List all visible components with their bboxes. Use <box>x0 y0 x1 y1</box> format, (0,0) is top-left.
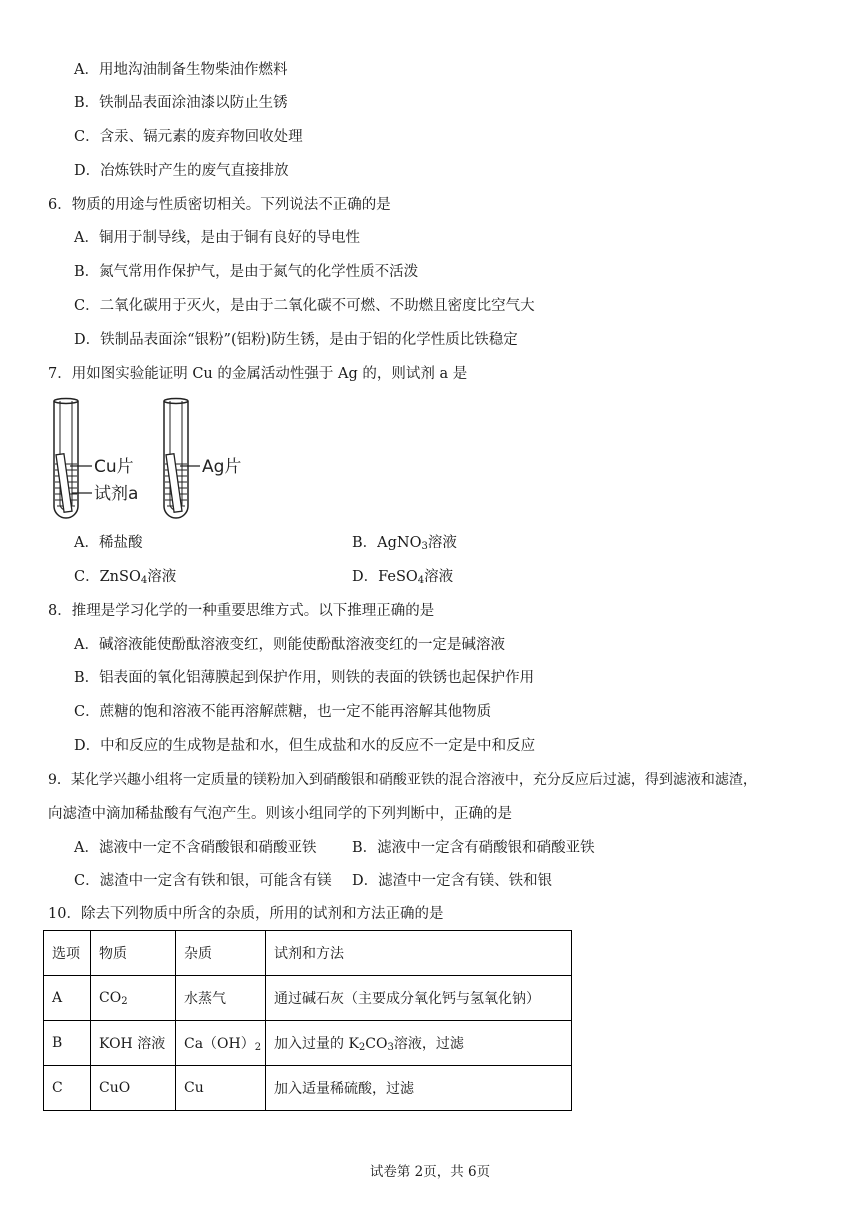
q7-option-d-prefix: D．FeSO <box>352 569 418 585</box>
q9-option-d: D．滤渣中一定含有镁、铁和银 <box>352 873 553 889</box>
q5-option-a: A．用地沟油制备生物柴油作燃料 <box>74 62 288 78</box>
header-impurity: 杂质 <box>176 931 266 976</box>
q7-option-d-sub: 4 <box>417 575 425 586</box>
row-a-impurity: 水蒸气 <box>176 976 266 1021</box>
row-a-substance-sub: 2 <box>121 996 128 1007</box>
q8-option-c: C．蔗糖的饱和溶液不能再溶解蔗糖，也一定不能再溶解其他物质 <box>74 704 492 720</box>
q7-option-b <box>352 533 457 553</box>
table-header-row <box>44 931 572 976</box>
q6-option-c: C．二氧化碳用于灭火，是由于二氧化碳不可燃、不助燃且密度比空气大 <box>74 298 535 314</box>
row-a-option: A <box>44 976 91 1021</box>
test-tube-figure <box>44 396 264 526</box>
q8-stem: 8．推理是学习化学的一种重要思维方式。以下推理正确的是 <box>48 603 435 619</box>
ag-strip <box>166 454 182 513</box>
table-row <box>44 1066 572 1111</box>
q7-option-b-sub: 3 <box>421 541 428 552</box>
row-a-method: 通过碱石灰（主要成分氧化钙与氢氧化钠） <box>266 976 572 1021</box>
row-b-impurity <box>176 1021 266 1066</box>
q6-option-d: D．铁制品表面涂“银粉”(铝粉)防生锈，是由于铝的化学性质比铁稳定 <box>74 332 518 348</box>
q7-option-c <box>74 567 176 587</box>
q6-stem: 6．物质的用途与性质密切相关。下列说法不正确的是 <box>48 197 391 213</box>
q8-option-a: A．碱溶液能使酚酞溶液变红，则能使酚酞溶液变红的一定是碱溶液 <box>74 637 505 653</box>
q5-option-b: B．铁制品表面涂油漆以防止生锈 <box>74 95 288 111</box>
q6-option-b: B．氮气常用作保护气，是由于氮气的化学性质不活泼 <box>74 264 419 280</box>
q9-option-c: C．滤渣中一定含有铁和银，可能含有镁 <box>74 873 332 889</box>
row-b-method-sub1: 2 <box>358 1042 366 1053</box>
q9-stem-line2: 向滤渣中滴加稀盐酸有气泡产生。则该小组同学的下列判断中，正确的是 <box>48 806 512 822</box>
q5-option-c: C．含汞、镉元素的废弃物回收处理 <box>74 129 303 145</box>
row-b-method-sub2: 3 <box>387 1042 394 1053</box>
q10-table <box>43 930 572 1111</box>
row-b-method-suffix: 溶液，过滤 <box>393 1036 464 1052</box>
q5-option-d: D．冶炼铁时产生的废气直接排放 <box>74 163 289 179</box>
cu-label: Cu片 <box>94 457 134 477</box>
row-b-substance: KOH 溶液 <box>91 1021 176 1066</box>
header-option: 选项 <box>44 931 91 976</box>
row-a-substance-prefix: CO <box>99 990 122 1006</box>
row-b-method-prefix: 加入过量的 K <box>274 1036 359 1052</box>
q6-option-a: A．铜用于制导线，是由于铜有良好的导电性 <box>74 230 360 246</box>
row-b-impurity-prefix: Ca（OH） <box>184 1036 255 1052</box>
q7-option-d-suffix: 溶液 <box>424 569 454 585</box>
ag-label: Ag片 <box>202 457 242 477</box>
row-c-option: C <box>44 1066 91 1111</box>
table-row <box>44 976 572 1021</box>
q9-option-b: B．滤液中一定含有硝酸银和硝酸亚铁 <box>352 840 595 856</box>
q7-option-a: A．稀盐酸 <box>74 535 143 551</box>
q7-option-c-prefix: C．ZnSO <box>74 569 141 585</box>
row-c-impurity: Cu <box>176 1066 266 1111</box>
q7-option-b-prefix: B．AgNO <box>352 535 422 551</box>
row-c-substance: CuO <box>91 1066 176 1111</box>
q7-option-b-suffix: 溶液 <box>427 535 457 551</box>
header-method: 试剂和方法 <box>266 931 572 976</box>
row-c-method: 加入适量稀硫酸，过滤 <box>266 1066 572 1111</box>
q7-option-c-suffix: 溶液 <box>147 569 177 585</box>
page-footer: 试卷第 2页，共 6页 <box>369 1164 491 1180</box>
row-b-method-mid: CO <box>365 1036 388 1052</box>
row-a-substance <box>91 976 176 1021</box>
header-substance: 物质 <box>91 931 176 976</box>
row-b-method <box>266 1021 572 1066</box>
q9-option-a: A．滤液中一定不含硝酸银和硝酸亚铁 <box>74 840 317 856</box>
q8-option-d: D．中和反应的生成物是盐和水，但生成盐和水的反应不一定是中和反应 <box>74 738 536 754</box>
cu-strip <box>56 454 72 513</box>
row-b-option: B <box>44 1021 91 1066</box>
table-row <box>44 1021 572 1066</box>
q7-stem: 7．用如图实验能证明 Cu 的金属活动性强于 Ag 的，则试剂 a 是 <box>48 366 468 382</box>
q8-option-b: B．铝表面的氧化铝薄膜起到保护作用，则铁的表面的铁锈也起保护作用 <box>74 670 535 686</box>
row-b-impurity-sub: 2 <box>254 1042 262 1053</box>
q10-stem: 10．除去下列物质中所含的杂质，所用的试剂和方法正确的是 <box>48 906 444 922</box>
q7-option-d <box>352 567 453 587</box>
q7-option-c-sub: 4 <box>140 575 148 586</box>
q9-stem-line1: 9．某化学兴趣小组将一定质量的镁粉加入到硝酸银和硝酸亚铁的混合溶液中，充分反应后过滤，得到滤液和滤渣， <box>48 772 757 788</box>
reagent-label: 试剂a <box>94 484 139 504</box>
